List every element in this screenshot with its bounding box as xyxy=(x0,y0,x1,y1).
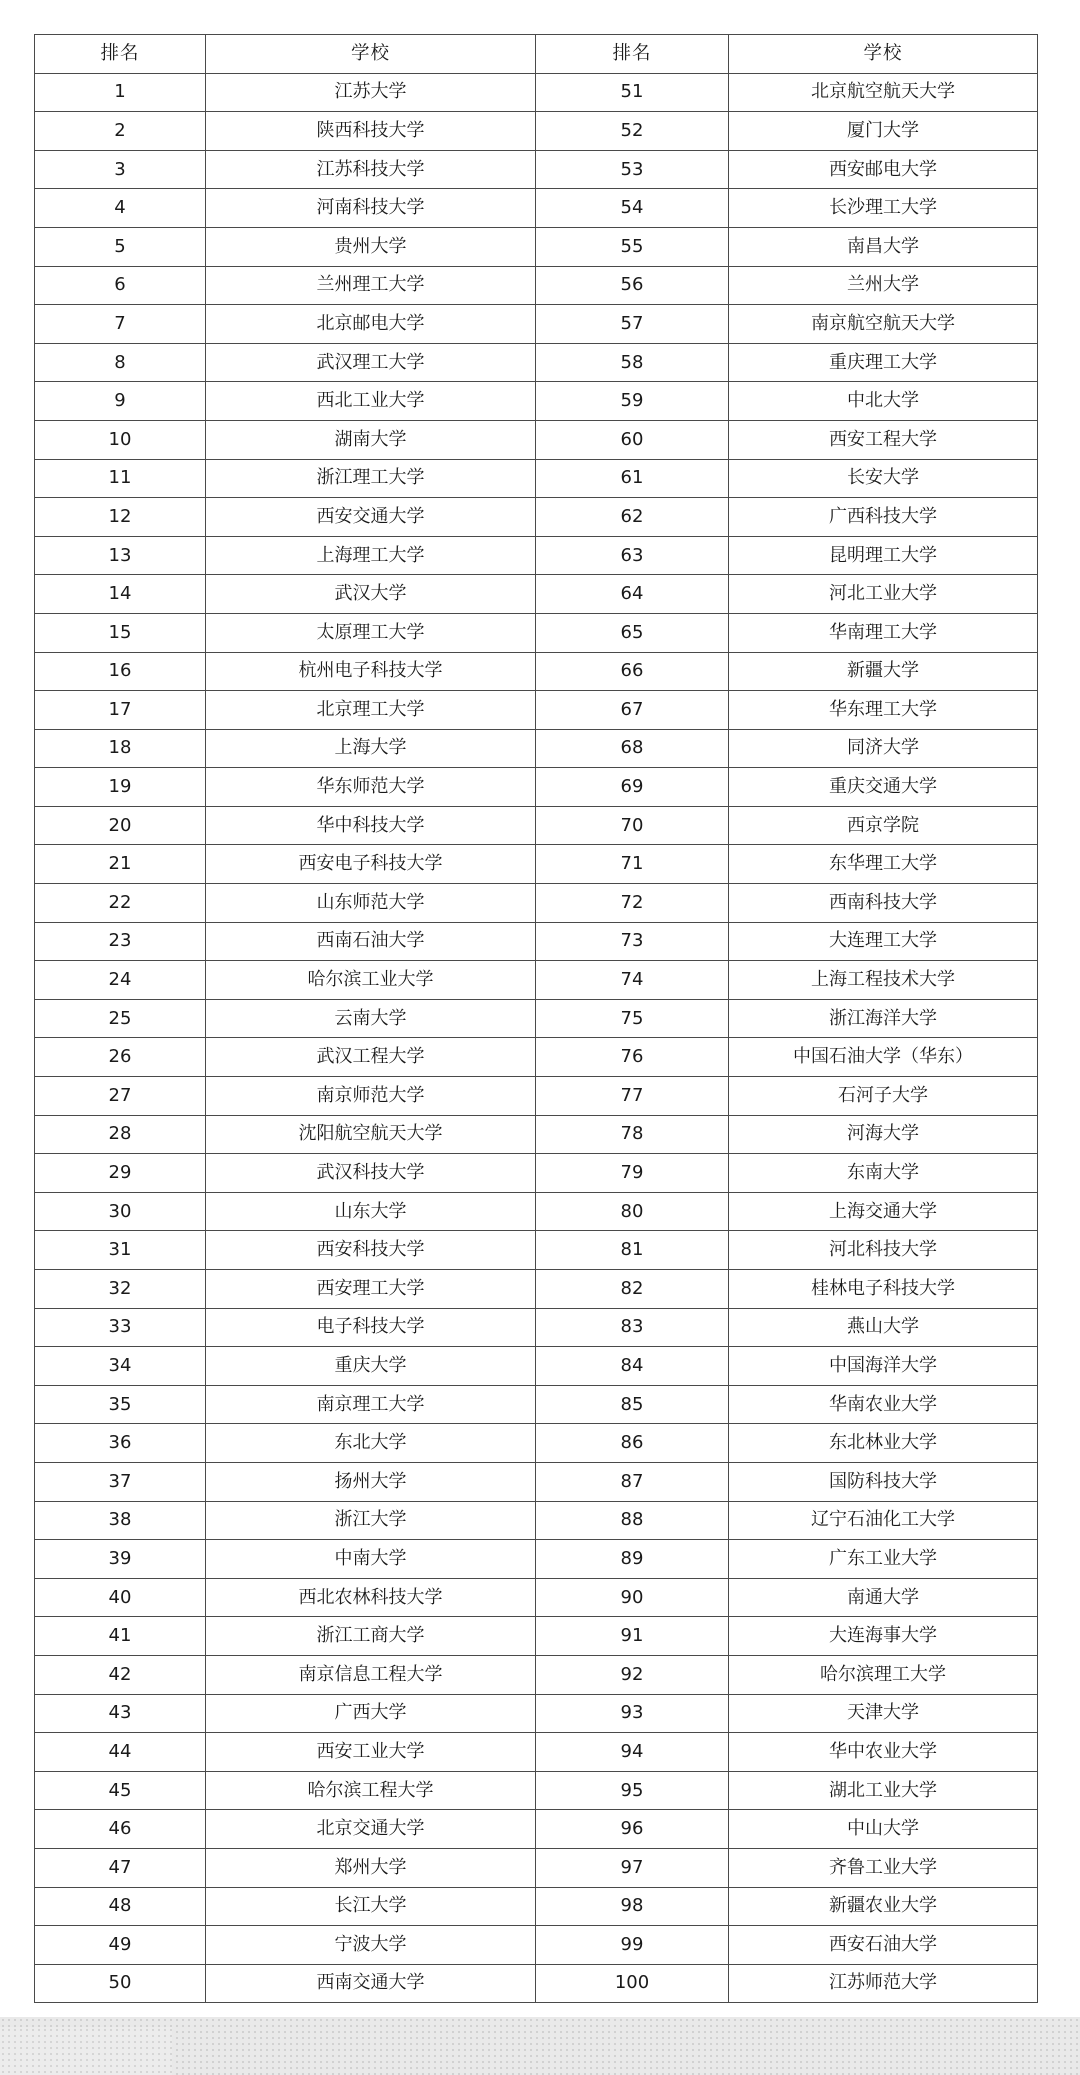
school-cell-left: 华东师范大学 xyxy=(206,768,536,807)
rank-header-left: 排名 xyxy=(35,35,206,74)
table-row xyxy=(35,1308,1038,1347)
rank-cell-left: 27 xyxy=(35,1077,206,1116)
table-row xyxy=(35,305,1038,344)
rank-cell-left: 6 xyxy=(35,266,206,305)
school-cell-right: 北京航空航天大学 xyxy=(729,73,1038,112)
table-row xyxy=(35,227,1038,266)
school-cell-left: 哈尔滨工程大学 xyxy=(206,1771,536,1810)
school-cell-right: 南京航空航天大学 xyxy=(729,305,1038,344)
rank-cell-left: 24 xyxy=(35,961,206,1000)
table-row xyxy=(35,189,1038,228)
school-cell-left: 陕西科技大学 xyxy=(206,112,536,151)
table-row xyxy=(35,999,1038,1038)
rank-cell-right: 81 xyxy=(536,1231,729,1270)
table-row xyxy=(35,1501,1038,1540)
rank-cell-right: 57 xyxy=(536,305,729,344)
rank-cell-right: 78 xyxy=(536,1115,729,1154)
rank-cell-left: 7 xyxy=(35,305,206,344)
rank-cell-right: 100 xyxy=(536,1964,729,2003)
school-cell-left: 郑州大学 xyxy=(206,1848,536,1887)
school-cell-left: 沈阳航空航天大学 xyxy=(206,1115,536,1154)
rank-cell-left: 31 xyxy=(35,1231,206,1270)
school-cell-left: 西南交通大学 xyxy=(206,1964,536,2003)
rank-cell-right: 69 xyxy=(536,768,729,807)
rank-cell-left: 33 xyxy=(35,1308,206,1347)
table-row xyxy=(35,729,1038,768)
school-cell-left: 华中科技大学 xyxy=(206,806,536,845)
school-cell-right: 中山大学 xyxy=(729,1810,1038,1849)
rank-cell-left: 16 xyxy=(35,652,206,691)
school-cell-left: 太原理工大学 xyxy=(206,613,536,652)
table-row xyxy=(35,1424,1038,1463)
school-cell-left: 江苏大学 xyxy=(206,73,536,112)
rank-cell-right: 61 xyxy=(536,459,729,498)
rank-cell-right: 90 xyxy=(536,1578,729,1617)
school-cell-left: 山东大学 xyxy=(206,1192,536,1231)
school-cell-left: 北京理工大学 xyxy=(206,691,536,730)
school-cell-left: 西安工业大学 xyxy=(206,1733,536,1772)
rank-cell-right: 73 xyxy=(536,922,729,961)
rank-cell-left: 36 xyxy=(35,1424,206,1463)
rank-cell-left: 40 xyxy=(35,1578,206,1617)
table-row xyxy=(35,1655,1038,1694)
school-cell-right: 上海工程技术大学 xyxy=(729,961,1038,1000)
school-cell-right: 齐鲁工业大学 xyxy=(729,1848,1038,1887)
rank-cell-left: 23 xyxy=(35,922,206,961)
table-row xyxy=(35,1154,1038,1193)
rank-header-right: 排名 xyxy=(536,35,729,74)
school-cell-right: 桂林电子科技大学 xyxy=(729,1270,1038,1309)
school-cell-right: 重庆交通大学 xyxy=(729,768,1038,807)
rank-cell-left: 3 xyxy=(35,150,206,189)
rank-cell-right: 67 xyxy=(536,691,729,730)
rank-cell-right: 96 xyxy=(536,1810,729,1849)
school-cell-right: 中国石油大学（华东） xyxy=(729,1038,1038,1077)
rank-cell-right: 62 xyxy=(536,498,729,537)
school-cell-right: 华南农业大学 xyxy=(729,1385,1038,1424)
rank-cell-right: 68 xyxy=(536,729,729,768)
rank-cell-right: 83 xyxy=(536,1308,729,1347)
school-cell-right: 新疆农业大学 xyxy=(729,1887,1038,1926)
school-cell-right: 东北林业大学 xyxy=(729,1424,1038,1463)
school-cell-left: 兰州理工大学 xyxy=(206,266,536,305)
school-cell-right: 华南理工大学 xyxy=(729,613,1038,652)
rank-cell-right: 64 xyxy=(536,575,729,614)
school-cell-left: 浙江工商大学 xyxy=(206,1617,536,1656)
rank-cell-right: 65 xyxy=(536,613,729,652)
rank-cell-right: 93 xyxy=(536,1694,729,1733)
table-row xyxy=(35,459,1038,498)
school-cell-right: 天津大学 xyxy=(729,1694,1038,1733)
table-row xyxy=(35,806,1038,845)
table-row xyxy=(35,575,1038,614)
rank-cell-right: 80 xyxy=(536,1192,729,1231)
rank-cell-right: 95 xyxy=(536,1771,729,1810)
rank-cell-right: 60 xyxy=(536,420,729,459)
page-bottom-edge-left xyxy=(0,2027,172,2075)
rank-cell-left: 20 xyxy=(35,806,206,845)
rank-cell-left: 44 xyxy=(35,1733,206,1772)
school-cell-right: 哈尔滨理工大学 xyxy=(729,1655,1038,1694)
table-row xyxy=(35,1617,1038,1656)
rank-cell-left: 19 xyxy=(35,768,206,807)
school-cell-left: 武汉大学 xyxy=(206,575,536,614)
rank-cell-left: 41 xyxy=(35,1617,206,1656)
rank-cell-left: 30 xyxy=(35,1192,206,1231)
rank-cell-left: 42 xyxy=(35,1655,206,1694)
rank-cell-right: 99 xyxy=(536,1926,729,1965)
rank-cell-left: 22 xyxy=(35,884,206,923)
school-cell-right: 广东工业大学 xyxy=(729,1540,1038,1579)
school-cell-right: 华中农业大学 xyxy=(729,1733,1038,1772)
rank-cell-left: 46 xyxy=(35,1810,206,1849)
school-cell-left: 宁波大学 xyxy=(206,1926,536,1965)
rank-cell-left: 5 xyxy=(35,227,206,266)
rank-cell-right: 75 xyxy=(536,999,729,1038)
rank-cell-left: 48 xyxy=(35,1887,206,1926)
school-cell-right: 南通大学 xyxy=(729,1578,1038,1617)
rank-cell-right: 92 xyxy=(536,1655,729,1694)
rank-cell-right: 87 xyxy=(536,1462,729,1501)
school-cell-right: 石河子大学 xyxy=(729,1077,1038,1116)
rank-cell-right: 56 xyxy=(536,266,729,305)
university-ranking-table xyxy=(34,34,1038,2003)
school-cell-right: 江苏师范大学 xyxy=(729,1964,1038,2003)
school-cell-right: 河北工业大学 xyxy=(729,575,1038,614)
rank-cell-left: 25 xyxy=(35,999,206,1038)
school-cell-left: 上海大学 xyxy=(206,729,536,768)
table-row xyxy=(35,112,1038,151)
rank-cell-right: 86 xyxy=(536,1424,729,1463)
rank-cell-right: 94 xyxy=(536,1733,729,1772)
school-cell-left: 电子科技大学 xyxy=(206,1308,536,1347)
rank-cell-left: 21 xyxy=(35,845,206,884)
rank-cell-right: 58 xyxy=(536,343,729,382)
school-cell-right: 重庆理工大学 xyxy=(729,343,1038,382)
table-row xyxy=(35,845,1038,884)
school-cell-right: 大连海事大学 xyxy=(729,1617,1038,1656)
school-cell-left: 西安电子科技大学 xyxy=(206,845,536,884)
school-cell-right: 国防科技大学 xyxy=(729,1462,1038,1501)
rank-cell-left: 17 xyxy=(35,691,206,730)
school-cell-left: 西北工业大学 xyxy=(206,382,536,421)
rank-cell-left: 35 xyxy=(35,1385,206,1424)
rank-cell-left: 39 xyxy=(35,1540,206,1579)
rank-cell-right: 76 xyxy=(536,1038,729,1077)
table-body xyxy=(35,73,1038,2003)
rank-cell-right: 72 xyxy=(536,884,729,923)
table-row xyxy=(35,420,1038,459)
school-cell-left: 广西大学 xyxy=(206,1694,536,1733)
rank-cell-right: 85 xyxy=(536,1385,729,1424)
school-cell-right: 河北科技大学 xyxy=(729,1231,1038,1270)
rank-cell-left: 37 xyxy=(35,1462,206,1501)
table-row xyxy=(35,343,1038,382)
rank-cell-left: 13 xyxy=(35,536,206,575)
table-row xyxy=(35,1462,1038,1501)
school-header-right: 学校 xyxy=(729,35,1038,74)
school-cell-left: 浙江大学 xyxy=(206,1501,536,1540)
rank-cell-right: 55 xyxy=(536,227,729,266)
rank-cell-right: 84 xyxy=(536,1347,729,1386)
table-row xyxy=(35,266,1038,305)
school-cell-right: 东华理工大学 xyxy=(729,845,1038,884)
school-cell-right: 华东理工大学 xyxy=(729,691,1038,730)
school-cell-right: 燕山大学 xyxy=(729,1308,1038,1347)
school-cell-right: 长沙理工大学 xyxy=(729,189,1038,228)
table-row xyxy=(35,1578,1038,1617)
rank-cell-left: 43 xyxy=(35,1694,206,1733)
table-row xyxy=(35,1231,1038,1270)
school-cell-right: 浙江海洋大学 xyxy=(729,999,1038,1038)
table-row xyxy=(35,1115,1038,1154)
rank-cell-left: 38 xyxy=(35,1501,206,1540)
school-cell-left: 重庆大学 xyxy=(206,1347,536,1386)
rank-cell-right: 82 xyxy=(536,1270,729,1309)
table-row xyxy=(35,652,1038,691)
table-row xyxy=(35,1270,1038,1309)
rank-cell-left: 15 xyxy=(35,613,206,652)
school-cell-right: 西安工程大学 xyxy=(729,420,1038,459)
school-cell-right: 兰州大学 xyxy=(729,266,1038,305)
school-cell-left: 南京信息工程大学 xyxy=(206,1655,536,1694)
school-cell-left: 武汉理工大学 xyxy=(206,343,536,382)
rank-cell-right: 74 xyxy=(536,961,729,1000)
rank-cell-right: 97 xyxy=(536,1848,729,1887)
school-cell-left: 东北大学 xyxy=(206,1424,536,1463)
table-row xyxy=(35,1887,1038,1926)
rank-cell-left: 18 xyxy=(35,729,206,768)
school-cell-right: 湖北工业大学 xyxy=(729,1771,1038,1810)
school-cell-right: 中北大学 xyxy=(729,382,1038,421)
school-cell-right: 河海大学 xyxy=(729,1115,1038,1154)
school-cell-left: 北京邮电大学 xyxy=(206,305,536,344)
school-cell-right: 辽宁石油化工大学 xyxy=(729,1501,1038,1540)
school-cell-left: 南京理工大学 xyxy=(206,1385,536,1424)
school-cell-right: 同济大学 xyxy=(729,729,1038,768)
rank-cell-left: 29 xyxy=(35,1154,206,1193)
table-row xyxy=(35,691,1038,730)
rank-cell-right: 52 xyxy=(536,112,729,151)
rank-cell-left: 11 xyxy=(35,459,206,498)
rank-cell-right: 77 xyxy=(536,1077,729,1116)
table-row xyxy=(35,1771,1038,1810)
table-row xyxy=(35,768,1038,807)
table-row xyxy=(35,1964,1038,2003)
table-row xyxy=(35,613,1038,652)
school-cell-left: 哈尔滨工业大学 xyxy=(206,961,536,1000)
rank-cell-right: 53 xyxy=(536,150,729,189)
table-row xyxy=(35,1540,1038,1579)
rank-cell-left: 26 xyxy=(35,1038,206,1077)
school-cell-left: 浙江理工大学 xyxy=(206,459,536,498)
table-row xyxy=(35,1347,1038,1386)
table-row xyxy=(35,1077,1038,1116)
rank-cell-left: 49 xyxy=(35,1926,206,1965)
school-cell-right: 上海交通大学 xyxy=(729,1192,1038,1231)
school-cell-left: 湖南大学 xyxy=(206,420,536,459)
rank-cell-right: 51 xyxy=(536,73,729,112)
header-row xyxy=(35,35,1038,74)
school-cell-right: 西南科技大学 xyxy=(729,884,1038,923)
rank-cell-right: 89 xyxy=(536,1540,729,1579)
school-cell-right: 长安大学 xyxy=(729,459,1038,498)
rank-cell-left: 10 xyxy=(35,420,206,459)
table-row xyxy=(35,498,1038,537)
rank-cell-left: 8 xyxy=(35,343,206,382)
school-header-left: 学校 xyxy=(206,35,536,74)
table-row xyxy=(35,536,1038,575)
school-cell-left: 西安科技大学 xyxy=(206,1231,536,1270)
school-cell-left: 武汉科技大学 xyxy=(206,1154,536,1193)
school-cell-left: 长江大学 xyxy=(206,1887,536,1926)
school-cell-left: 扬州大学 xyxy=(206,1462,536,1501)
rank-cell-left: 45 xyxy=(35,1771,206,1810)
school-cell-left: 江苏科技大学 xyxy=(206,150,536,189)
school-cell-right: 新疆大学 xyxy=(729,652,1038,691)
rank-cell-left: 47 xyxy=(35,1848,206,1887)
rank-cell-left: 9 xyxy=(35,382,206,421)
school-cell-right: 西京学院 xyxy=(729,806,1038,845)
school-cell-right: 东南大学 xyxy=(729,1154,1038,1193)
school-cell-right: 中国海洋大学 xyxy=(729,1347,1038,1386)
rank-cell-right: 71 xyxy=(536,845,729,884)
rank-cell-right: 63 xyxy=(536,536,729,575)
school-cell-right: 西安石油大学 xyxy=(729,1926,1038,1965)
table-row xyxy=(35,884,1038,923)
rank-cell-left: 14 xyxy=(35,575,206,614)
table-row xyxy=(35,1848,1038,1887)
school-cell-right: 西安邮电大学 xyxy=(729,150,1038,189)
table-row xyxy=(35,1926,1038,1965)
table-row xyxy=(35,150,1038,189)
table-row xyxy=(35,1192,1038,1231)
school-cell-right: 广西科技大学 xyxy=(729,498,1038,537)
table-row xyxy=(35,73,1038,112)
school-cell-left: 南京师范大学 xyxy=(206,1077,536,1116)
rank-cell-right: 54 xyxy=(536,189,729,228)
rank-cell-left: 1 xyxy=(35,73,206,112)
table-row xyxy=(35,1038,1038,1077)
rank-cell-right: 66 xyxy=(536,652,729,691)
school-cell-left: 云南大学 xyxy=(206,999,536,1038)
school-cell-left: 西南石油大学 xyxy=(206,922,536,961)
school-cell-right: 昆明理工大学 xyxy=(729,536,1038,575)
table-row xyxy=(35,961,1038,1000)
school-cell-left: 贵州大学 xyxy=(206,227,536,266)
rank-cell-right: 70 xyxy=(536,806,729,845)
rank-cell-right: 98 xyxy=(536,1887,729,1926)
school-cell-left: 中南大学 xyxy=(206,1540,536,1579)
rank-cell-left: 28 xyxy=(35,1115,206,1154)
rank-cell-left: 32 xyxy=(35,1270,206,1309)
rank-cell-right: 79 xyxy=(536,1154,729,1193)
table-row xyxy=(35,922,1038,961)
school-cell-left: 西安交通大学 xyxy=(206,498,536,537)
table-row xyxy=(35,1733,1038,1772)
school-cell-right: 厦门大学 xyxy=(729,112,1038,151)
rank-cell-right: 88 xyxy=(536,1501,729,1540)
school-cell-left: 武汉工程大学 xyxy=(206,1038,536,1077)
school-cell-left: 西北农林科技大学 xyxy=(206,1578,536,1617)
rank-cell-left: 34 xyxy=(35,1347,206,1386)
school-cell-left: 西安理工大学 xyxy=(206,1270,536,1309)
school-cell-right: 大连理工大学 xyxy=(729,922,1038,961)
table-row xyxy=(35,1694,1038,1733)
table-row xyxy=(35,382,1038,421)
rank-cell-left: 50 xyxy=(35,1964,206,2003)
rank-cell-right: 59 xyxy=(536,382,729,421)
table-row xyxy=(35,1385,1038,1424)
school-cell-left: 河南科技大学 xyxy=(206,189,536,228)
school-cell-right: 南昌大学 xyxy=(729,227,1038,266)
rank-cell-left: 4 xyxy=(35,189,206,228)
school-cell-left: 山东师范大学 xyxy=(206,884,536,923)
rank-cell-left: 2 xyxy=(35,112,206,151)
school-cell-left: 上海理工大学 xyxy=(206,536,536,575)
school-cell-left: 北京交通大学 xyxy=(206,1810,536,1849)
table-row xyxy=(35,1810,1038,1849)
rank-cell-left: 12 xyxy=(35,498,206,537)
school-cell-left: 杭州电子科技大学 xyxy=(206,652,536,691)
rank-cell-right: 91 xyxy=(536,1617,729,1656)
